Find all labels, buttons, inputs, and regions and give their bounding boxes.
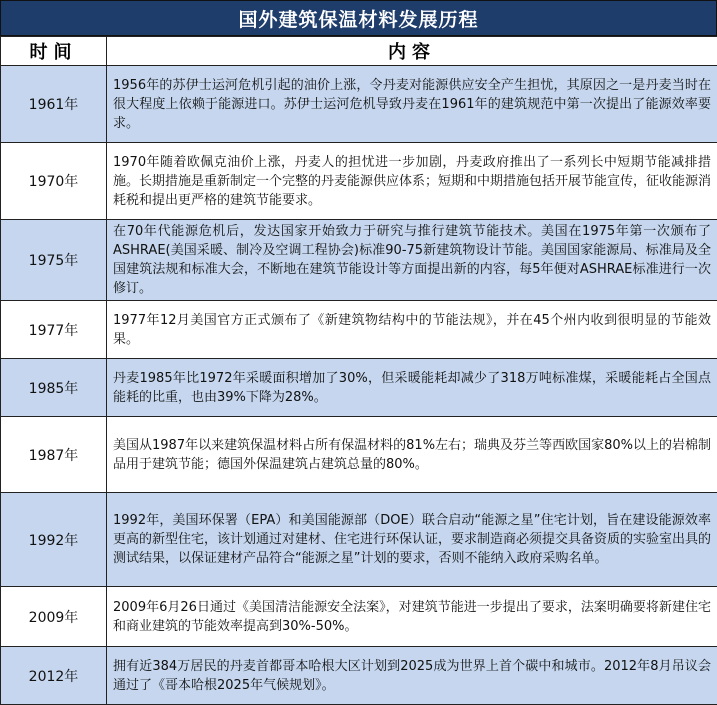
table-row bbox=[1, 587, 717, 647]
row-year: 2009年 bbox=[1, 587, 107, 647]
row-text: 2009年6月26日通过《美国清洁能源安全法案》，对建筑节能进一步提出了要求，法案明确要将新建住宅和商业建筑的节能效率提高到30%-50%。 bbox=[107, 587, 717, 647]
table-row bbox=[1, 301, 717, 359]
row-text: 丹麦1985年比1972年采暖面积增加了30%，但采暖能耗却减少了318万吨标准煤，采暖能耗占全国点能耗的比重，也由39%下降为28%。 bbox=[107, 359, 717, 417]
table-row bbox=[1, 647, 717, 705]
table-row bbox=[1, 143, 717, 220]
table-row bbox=[1, 493, 717, 587]
header-time: 时间 bbox=[1, 37, 107, 66]
row-year: 1970年 bbox=[1, 143, 107, 220]
header-content: 内容 bbox=[107, 37, 717, 66]
row-text: 拥有近384万居民的丹麦首都哥本哈根大区计划到2025成为世界上首个碳中和城市。2012年8月吊议会通过了《哥本哈根2025年气候规划》。 bbox=[107, 647, 717, 705]
row-text: 1977年12月美国官方正式颁布了《新建筑物结构中的节能法规》，并在45个州内收到很明显的节能效果。 bbox=[107, 301, 717, 359]
row-year: 2012年 bbox=[1, 647, 107, 705]
table-row bbox=[1, 66, 717, 143]
row-year: 1987年 bbox=[1, 417, 107, 493]
row-text: 1992年，美国环保署（EPA）和美国能源部（DOE）联合启动“能源之星”住宅计划，旨在建设能源效率更高的新型住宅，该计划通过对建材、住宅进行环保认证，要求制造商必须提交具备资质的实验室出具的测试结果，以保证建材产品符合“能源之星”计划的要求，否则不能纳入政府采购名单。 bbox=[107, 493, 717, 587]
row-year: 1992年 bbox=[1, 493, 107, 587]
table-row bbox=[1, 417, 717, 493]
row-text: 美国从1987年以来建筑保温材料占所有保温材料的81%左右；瑞典及芬兰等西欧国家80%以上的岩棉制品用于建筑节能；德国外保温建筑占建筑总量的80%。 bbox=[107, 417, 717, 493]
row-text: 在70年代能源危机后，发达国家开始致力于研究与推行建筑节能技术。美国在1975年第一次颁布了ASHRAE(美国采暖、制冷及空调工程协会)标准90-75新建筑物设计节能。美国国家能源局、标准局及全国建筑法规和标准大会，不断地在建筑节能设计等方面提出新的内容，每5年便对ASHRAE标准进行一次修订。 bbox=[107, 220, 717, 301]
table-row bbox=[1, 220, 717, 301]
row-text: 1970年随着欧佩克油价上涨，丹麦人的担忧进一步加剧，丹麦政府推出了一系列长中短期节能减排措施。长期措施是重新制定一个完整的丹麦能源供应体系；短期和中期措施包括开展节能宣传，征收能源消耗税和提出更严格的建筑节能要求。 bbox=[107, 143, 717, 220]
row-year: 1985年 bbox=[1, 359, 107, 417]
table-title: 国外建筑保温材料发展历程 bbox=[0, 0, 717, 36]
table-row bbox=[1, 359, 717, 417]
row-text: 1956年的苏伊士运河危机引起的油价上涨，令丹麦对能源供应安全产生担忧，其原因之一是丹麦当时在很大程度上依赖于能源进口。苏伊士运河危机导致丹麦在1961年的建筑规范中第一次提出了能源效率要求。 bbox=[107, 66, 717, 143]
row-year: 1961年 bbox=[1, 66, 107, 143]
row-year: 1975年 bbox=[1, 220, 107, 301]
history-table bbox=[0, 36, 717, 705]
row-year: 1977年 bbox=[1, 301, 107, 359]
header-row bbox=[1, 37, 717, 66]
